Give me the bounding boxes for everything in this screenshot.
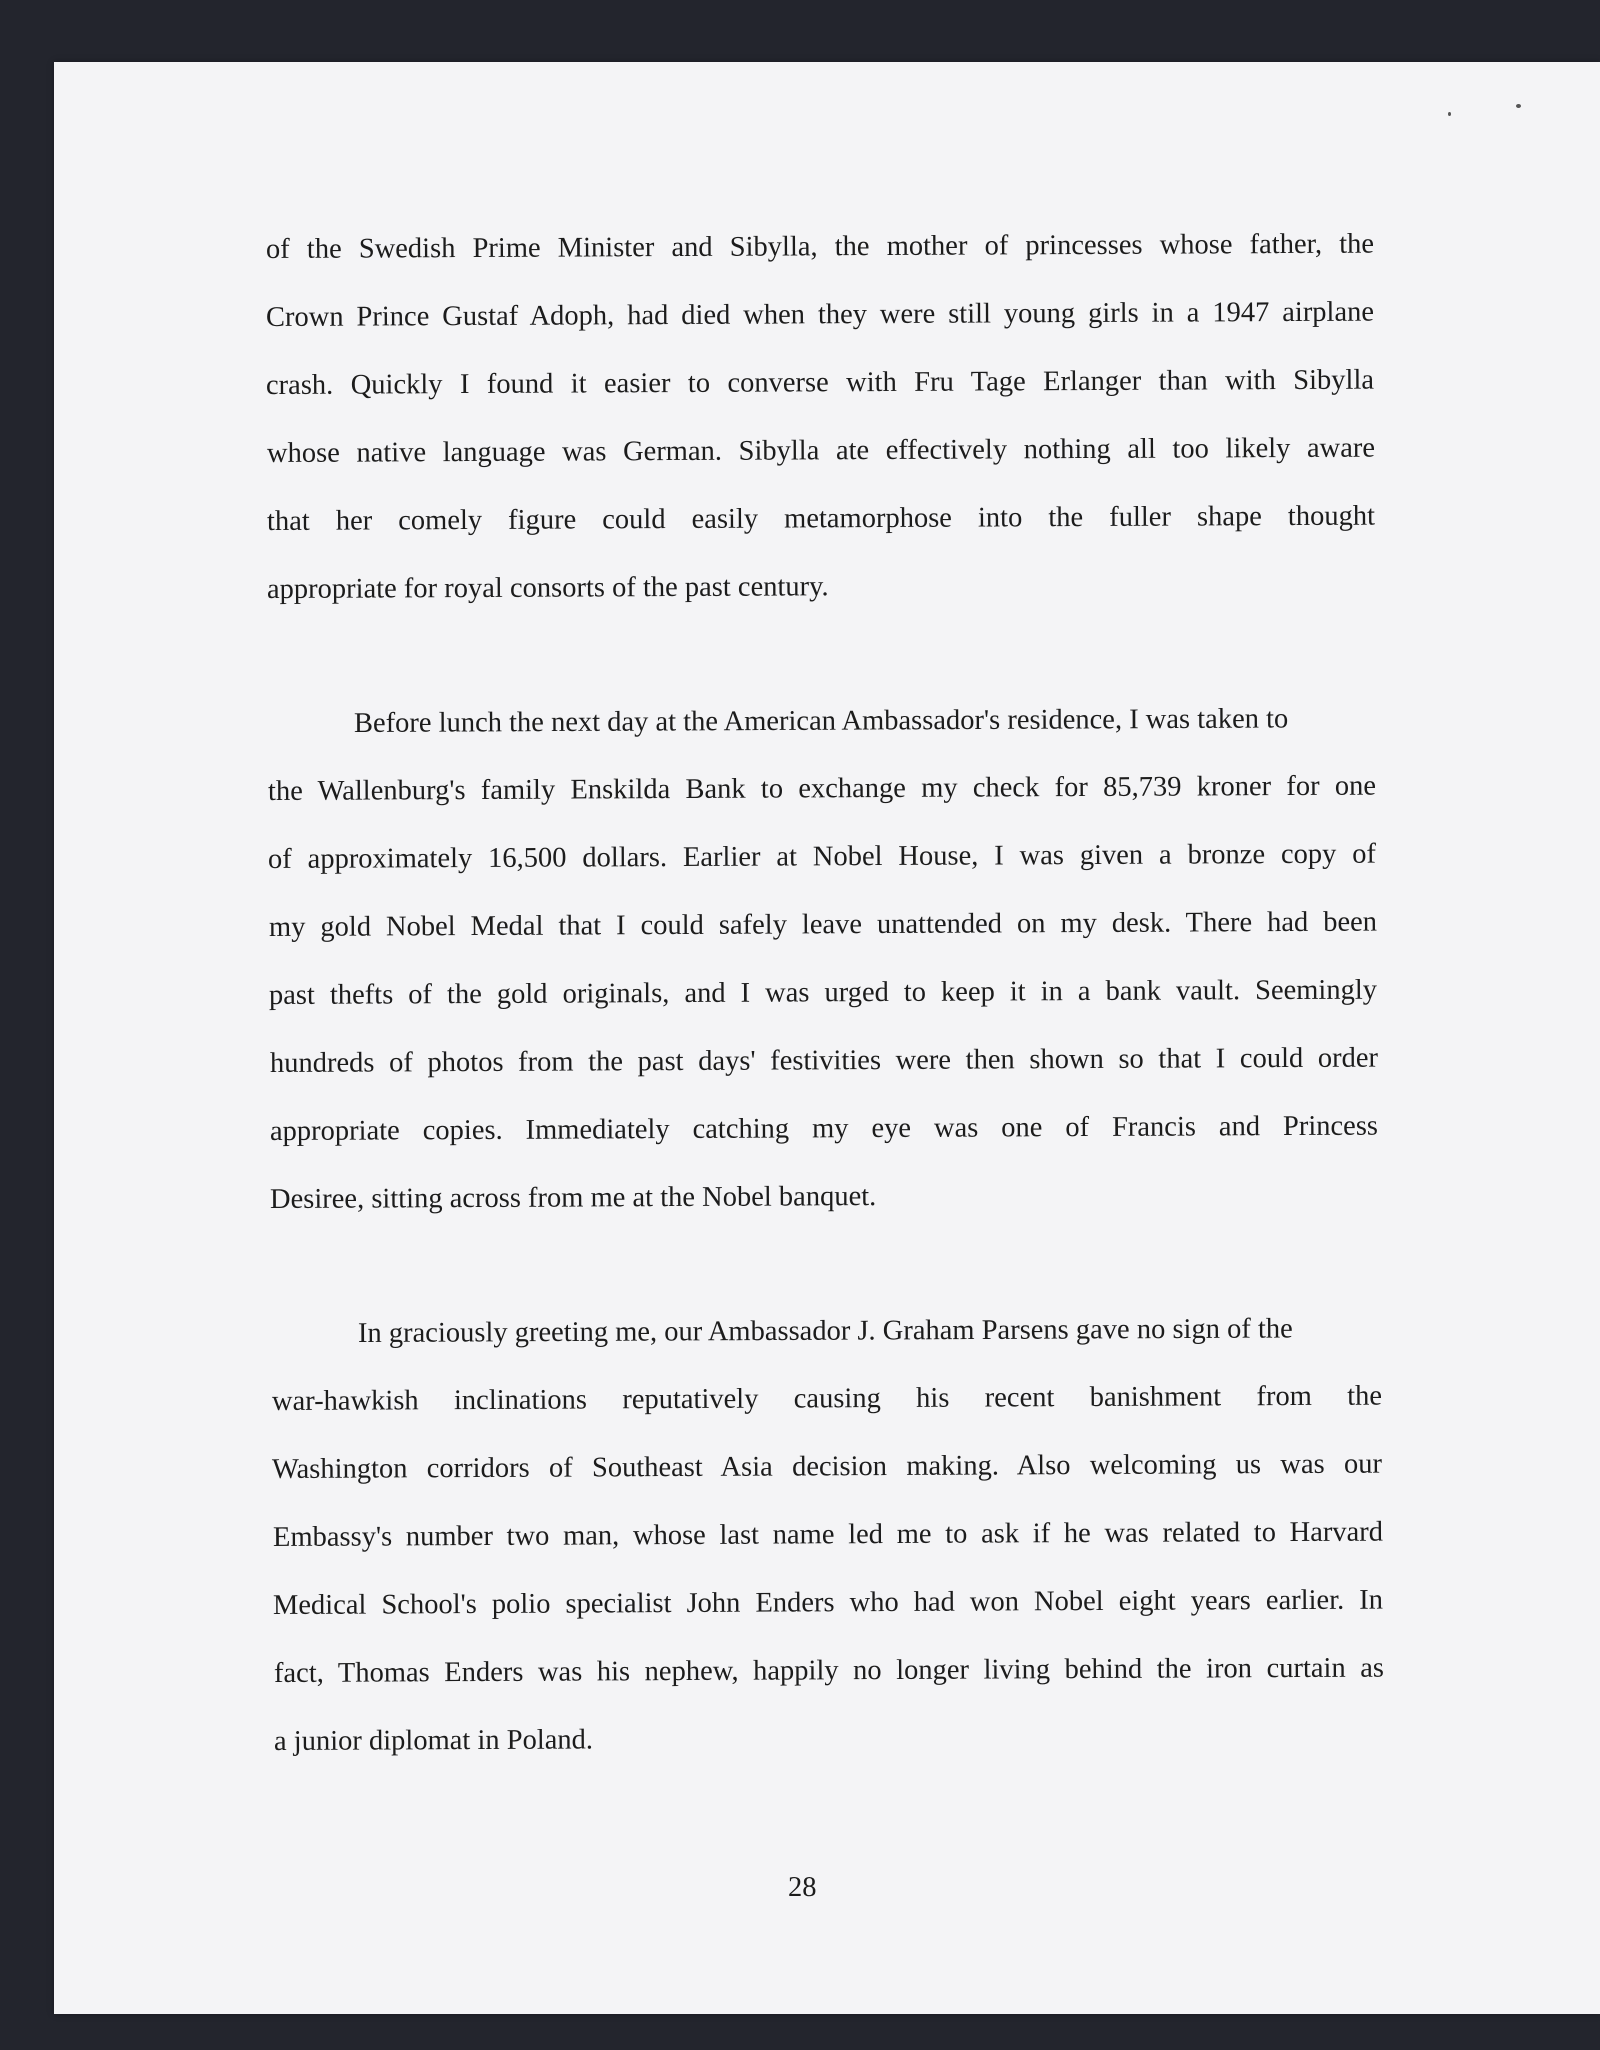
- text-line: Medical School's polio specialist John Enders who had won Nobel eight years earlier. In: [272, 1584, 1384, 1621]
- text-line: a junior diplomat in Poland.: [273, 1724, 594, 1757]
- text-line: appropriate for royal consorts of the past century.: [266, 571, 829, 605]
- text-line: that her comely figure could easily metamorphose into the fuller shape thought: [266, 500, 1376, 537]
- text-line: past thefts of the gold originals, and I was urged to keep it in a bank vault. Seemingly: [268, 974, 1378, 1011]
- text-line: Before lunch the next day at the American Ambassador's residence, I was taken to: [353, 703, 1289, 739]
- page-number: 28: [788, 1872, 817, 1903]
- text-line: In graciously greeting me, our Ambassador J. Graham Parsens gave no sign of the: [357, 1313, 1293, 1349]
- text-line: Crown Prince Gustaf Adoph, had died when they were still young girls in a 1947 airplane: [265, 296, 1375, 333]
- document-page: [54, 62, 1600, 2014]
- text-line: Washington corridors of Southeast Asia decision making. Also welcoming us was our: [271, 1448, 1383, 1485]
- text-line: war-hawkish inclinations reputatively causing his recent banishment from the: [271, 1380, 1383, 1417]
- paper-speck: [1448, 112, 1451, 116]
- text-line: Embassy's number two man, whose last name led me to ask if he was related to Harvard: [272, 1516, 1384, 1553]
- text-line: the Wallenburg's family Enskilda Bank to exchange my check for 85,739 kroner for one: [267, 770, 1377, 807]
- text-line: appropriate copies. Immediately catching my eye was one of Francis and Princess: [269, 1110, 1379, 1147]
- text-line: hundreds of photos from the past days' festivities were then shown so that I could order: [269, 1042, 1379, 1079]
- text-line: Desiree, sitting across from me at the Nobel banquet.: [269, 1181, 877, 1215]
- text-line: my gold Nobel Medal that I could safely leave unattended on my desk. There had been: [268, 906, 1378, 943]
- text-line: fact, Thomas Enders was his nephew, happily no longer living behind the iron curtain as: [273, 1652, 1385, 1689]
- text-line: of approximately 16,500 dollars. Earlier at Nobel House, I was given a bronze copy of: [267, 838, 1377, 875]
- paper-speck: [1516, 104, 1521, 108]
- text-line: crash. Quickly I found it easier to converse with Fru Tage Erlanger than with Sibylla: [265, 364, 1375, 401]
- text-line: whose native language was German. Sibylla ate effectively nothing all too likely aware: [266, 432, 1376, 469]
- text-line: of the Swedish Prime Minister and Sibylla, the mother of princesses whose father, the: [265, 228, 1375, 265]
